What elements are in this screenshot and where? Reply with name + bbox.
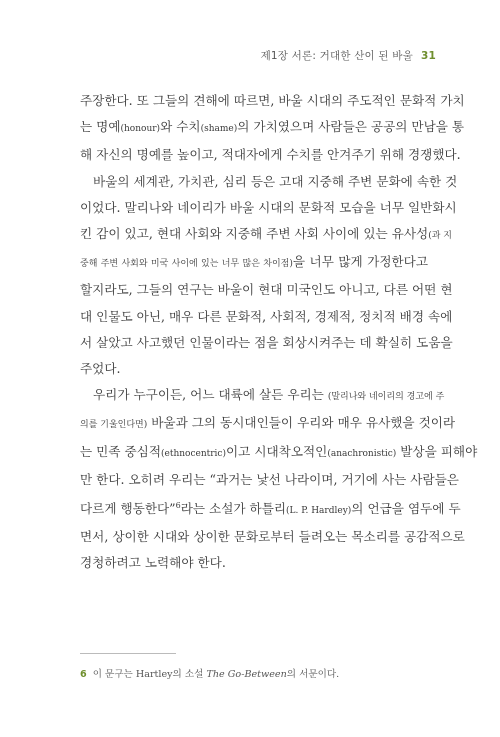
text-line: 는 민족 중심적(ethnocentric)이고 시대착오적인(anachronistic) 발상을 피해야	[80, 443, 478, 459]
text-line: 우리가 누구이든, 어느 대륙에 살든 우리는 (말리나와 네이리의 경고에 주	[93, 387, 445, 403]
footnote-ref[interactable]: 6	[175, 501, 181, 511]
text-line: 주장한다. 또 그들의 견해에 따르면, 바울 시대의 주도적인 문화적 가치	[80, 93, 465, 108]
body-text	[80, 88, 478, 577]
text-line: 중해 주변 사회와 미국 사이에 있는 너무 많은 차이점)을 너무 많게 가정한다고	[80, 254, 428, 270]
text-line: 만 한다. 오히려 우리는 “과거는 낯선 나라이며, 거기에 사는 사람들은	[80, 471, 459, 487]
text-line: 주었다.	[80, 361, 121, 377]
footnote-book-title: The Go-Between	[206, 669, 287, 680]
text-line: 할지라도, 그들의 연구는 바울이 현대 미국인도 아니고, 다른 어떤 현	[80, 282, 453, 298]
running-head	[261, 48, 436, 63]
text-line: 서 살았고 사고했던 인물이라는 점을 회상시켜주는 데 확실히 도움을	[80, 334, 453, 350]
text-line: 경청하려고 노력해야 한다.	[80, 555, 226, 571]
footnote	[80, 666, 339, 680]
footnote-divider	[80, 653, 176, 654]
text-line: 의를 기울인다면) 바울과 그의 동시대인들이 우리와 매우 유사했을 것이라	[80, 415, 456, 431]
text-line: 면서, 상이한 시대와 상이한 문화로부터 들려오는 목소리를 공감적으로	[80, 529, 465, 545]
text-line: 킨 감이 있고, 현대 사회와 지중해 주변 사회 사이에 있는 유사성(과 지	[80, 226, 452, 242]
page-number: 31	[420, 50, 436, 62]
footnote-number: 6	[80, 669, 87, 680]
chapter-title: 제1장 서론: 거대한 산이 된 바울	[260, 50, 413, 62]
text-line: 다르게 행동한다”$^6$라는 소설가 하틀리(L. P. Hardley)의 언급을 염두에 두	[80, 501, 461, 517]
text-line: 바울의 세계관, 가치관, 심리 등은 고대 지중해 주변 문화에 속한 것	[93, 173, 458, 189]
text-line: 는 명예(honour)와 수치(shame)의 가치였으며 사람들은 공공의 만남을 통	[80, 119, 465, 135]
text-line: 이었다. 말리나와 네이리가 바울 시대의 문화적 모습을 너무 일반화시	[80, 199, 457, 215]
text-line: 해 자신의 명예를 높이고, 적대자에게 수치를 안겨주기 위해 경쟁했다.	[80, 147, 461, 163]
text-line: 대 인물도 아닌, 매우 다른 문화적, 사회적, 경제적, 정치적 배경 속에	[80, 308, 453, 324]
footnote-text-end: 의 서문이다.	[286, 669, 340, 680]
footnote-text: 이 문구는 Hartley의 소설	[92, 669, 207, 680]
